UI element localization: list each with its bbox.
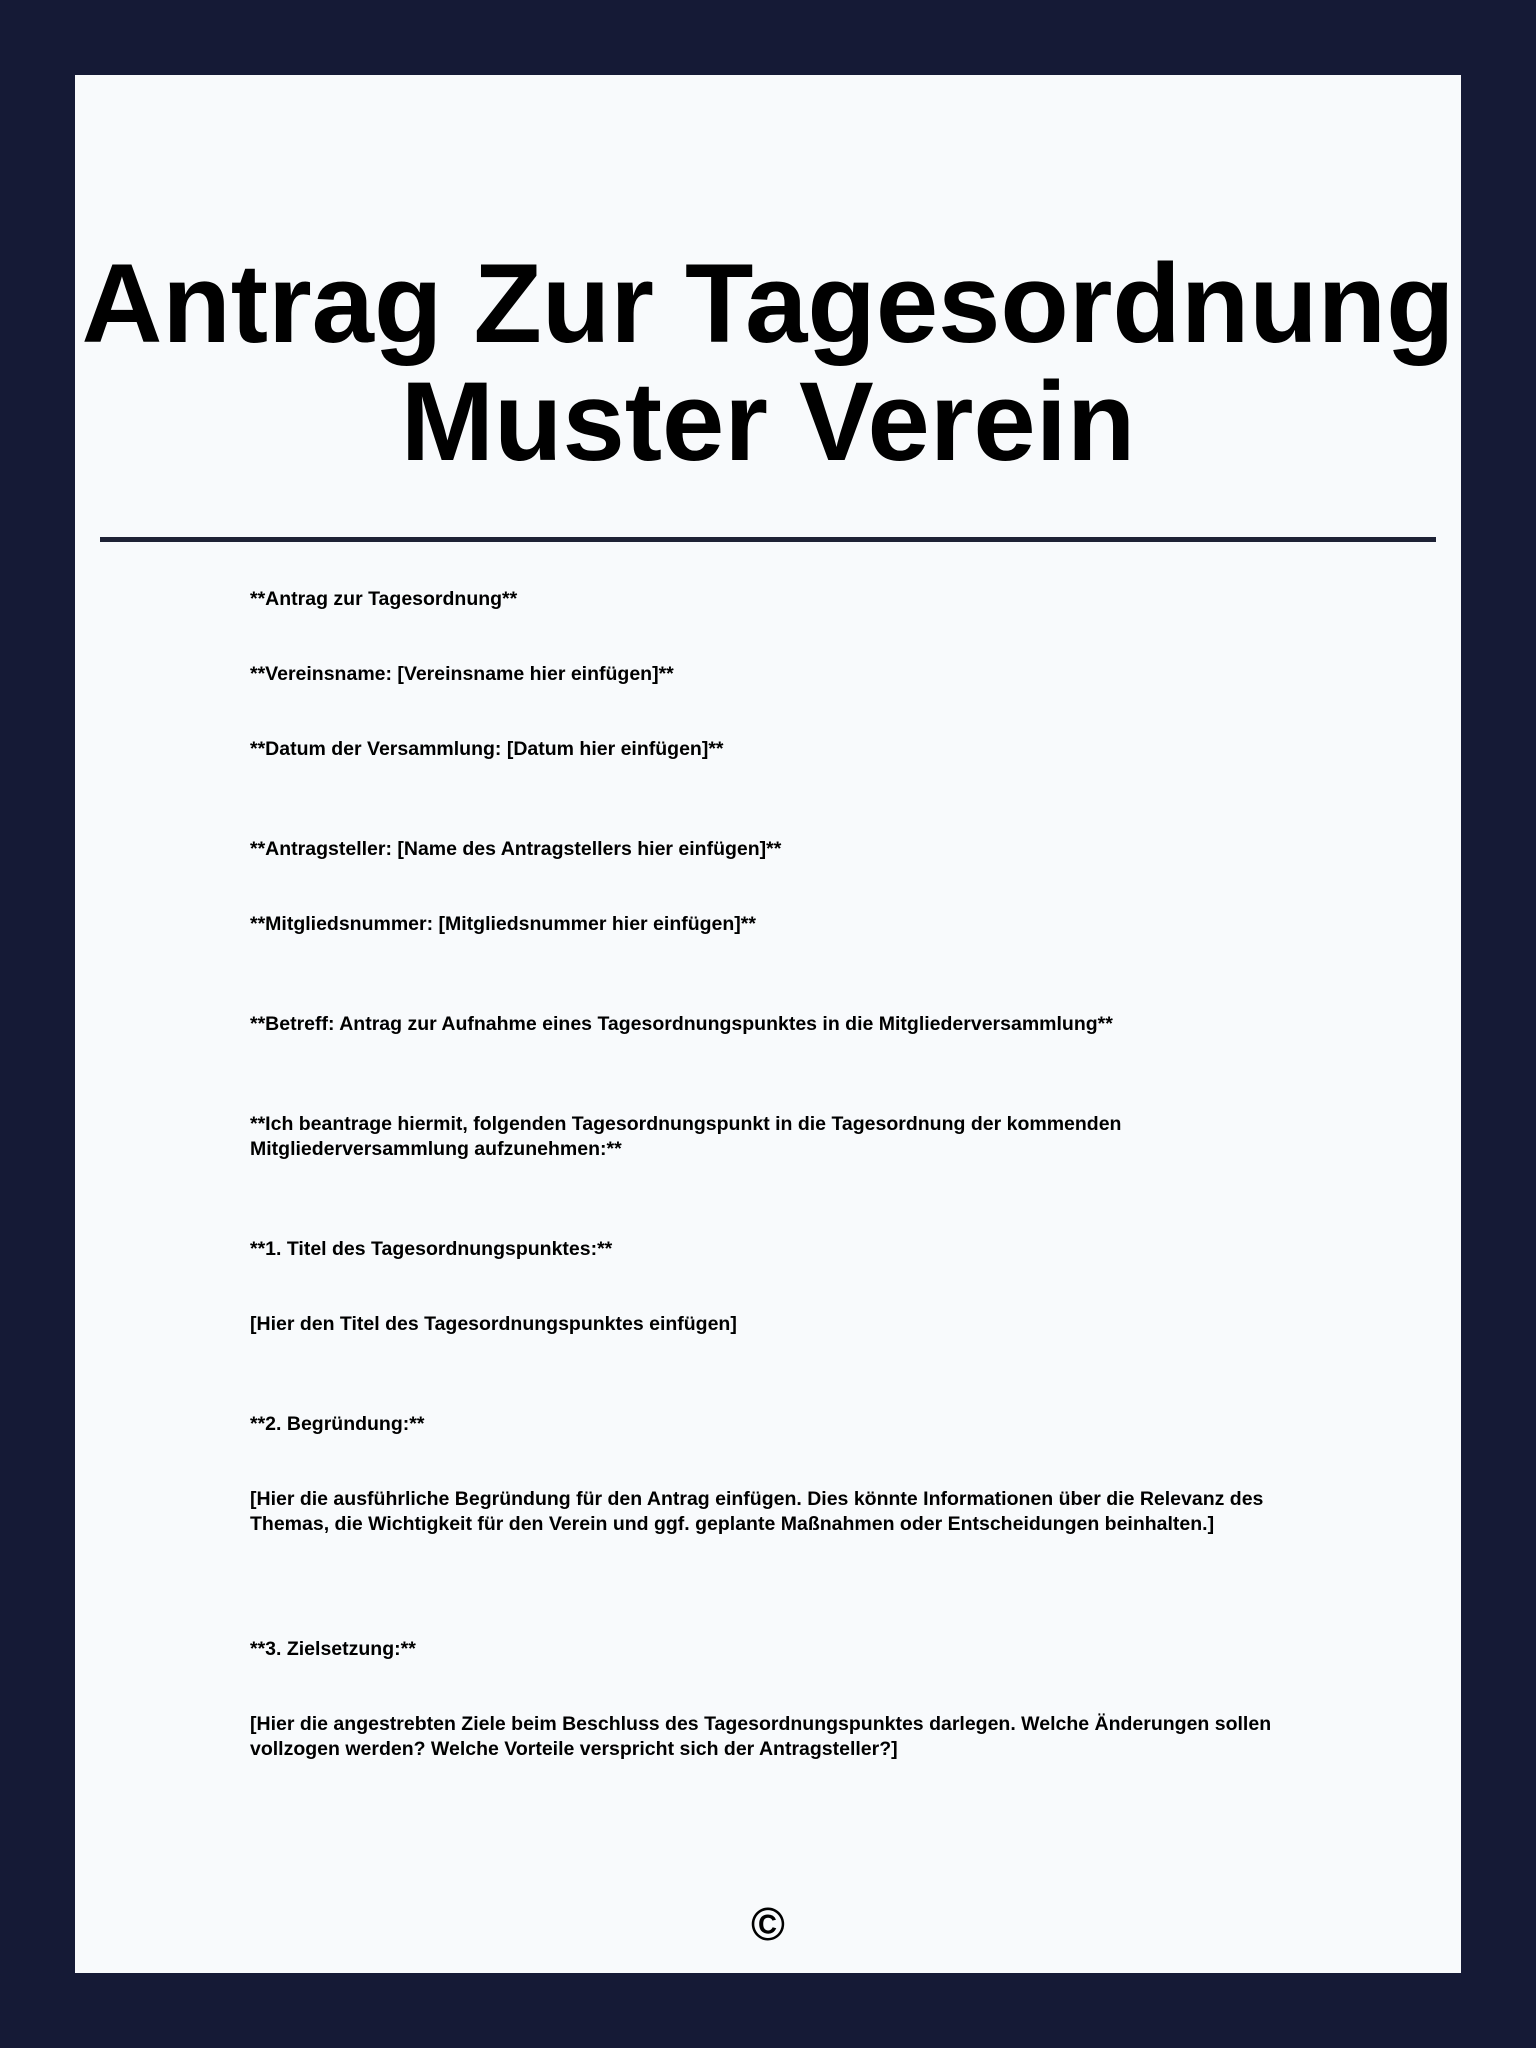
paragraph-mitgliedsnummer: **Mitgliedsnummer: [Mitgliedsnummer hier einfügen]** xyxy=(250,913,756,935)
paragraph-section-3-heading: **3. Zielsetzung:** xyxy=(250,1638,416,1660)
document-page xyxy=(75,75,1461,1973)
paragraph-section-2-heading: **2. Begründung:** xyxy=(250,1413,425,1435)
document-title xyxy=(75,241,1461,484)
paragraph-section-1-body: [Hier den Titel des Tagesordnungspunktes einfügen] xyxy=(250,1313,737,1335)
title-line-2: Muster Verein xyxy=(400,359,1136,484)
paragraph-antrag-intro: **Ich beantrage hiermit, folgenden Tagesordnungspunkt in die Tagesordnung der kommenden Mitgliederversammlung aufzunehmen:** xyxy=(250,1113,1122,1160)
paragraph-heading: **Antrag zur Tagesordnung** xyxy=(250,588,518,610)
paragraph-section-1-heading: **1. Titel des Tagesordnungspunktes:** xyxy=(250,1238,613,1260)
paragraph-antragsteller: **Antragsteller: [Name des Antragstellers hier einfügen]** xyxy=(250,838,782,860)
copyright-icon: © xyxy=(751,1898,785,1950)
paragraph-datum: **Datum der Versammlung: [Datum hier einfügen]** xyxy=(250,738,724,760)
paragraph-section-2-body: [Hier die ausführliche Begründung für den Antrag einfügen. Dies könnte Informationen über die Relevanz des Themas, die Wichtigkeit für den Verein und ggf. geplante Maßnahmen oder Entscheidungen beinhalten.] xyxy=(250,1488,1264,1535)
title-line-1: Antrag Zur Tagesordnung xyxy=(81,241,1455,366)
paragraph-betreff: **Betreff: Antrag zur Aufnahme eines Tagesordnungspunktes in die Mitgliederversammlung** xyxy=(250,1013,1113,1035)
title-divider xyxy=(100,537,1436,542)
paragraph-section-3-body: [Hier die angestrebten Ziele beim Beschluss des Tagesordnungspunktes darlegen. Welche Änderungen sollen vollzogen werden? Welche Vorteile verspricht sich der Antragsteller?] xyxy=(250,1713,1272,1760)
paragraph-vereinsname: **Vereinsname: [Vereinsname hier einfügen]** xyxy=(250,663,674,685)
